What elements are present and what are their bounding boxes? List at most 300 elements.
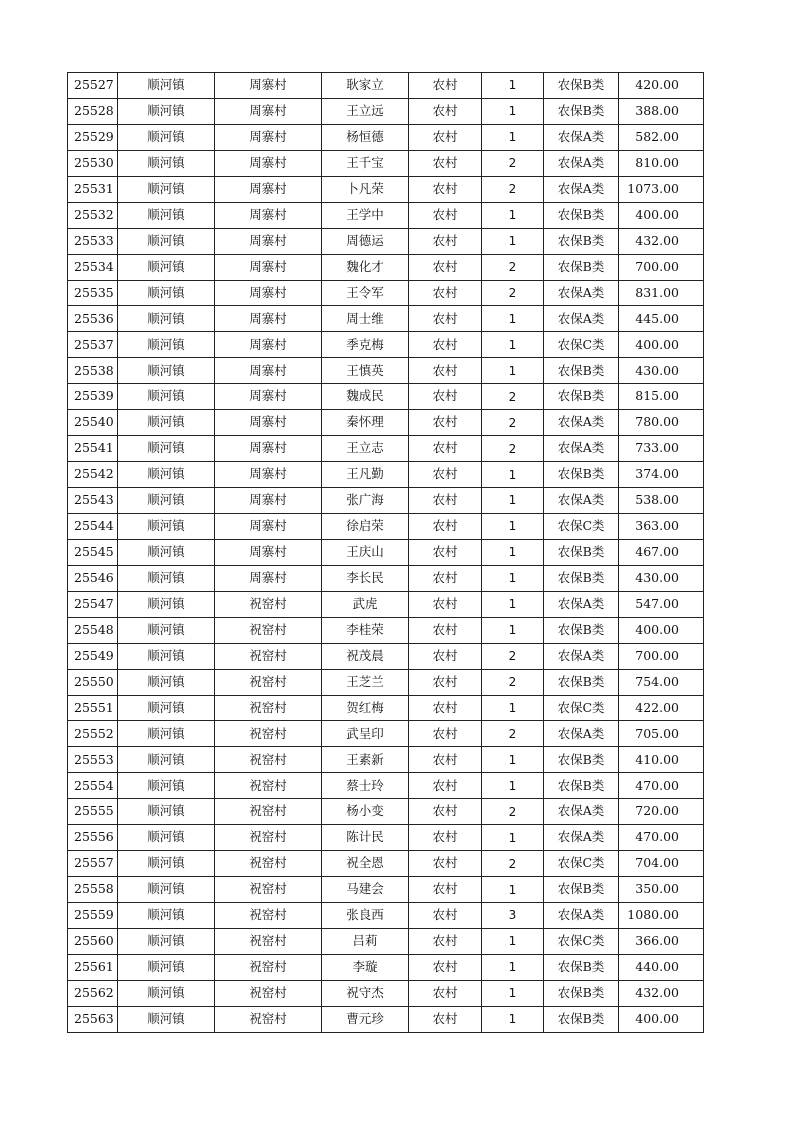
cell-record-id: 25535 [68,280,118,306]
cell-person-name: 曹元珍 [322,1006,409,1032]
cell-people-count: 2 [482,150,544,176]
cell-amount: 754.00 [619,669,704,695]
cell-insurance-category: 农保A类 [544,643,619,669]
table-row [68,877,704,903]
table-row [68,565,704,591]
cell-household-type: 农村 [409,773,482,799]
cell-people-count: 1 [482,306,544,332]
cell-people-count: 1 [482,98,544,124]
cell-insurance-category: 农保C类 [544,851,619,877]
cell-town: 顺河镇 [118,877,215,903]
cell-household-type: 农村 [409,669,482,695]
cell-people-count: 1 [482,539,544,565]
cell-people-count: 1 [482,73,544,99]
cell-record-id: 25528 [68,98,118,124]
cell-town: 顺河镇 [118,98,215,124]
table-row [68,124,704,150]
cell-village: 祝窑村 [215,928,322,954]
cell-person-name: 武呈印 [322,721,409,747]
cell-amount: 374.00 [619,462,704,488]
cell-people-count: 1 [482,488,544,514]
cell-town: 顺河镇 [118,462,215,488]
cell-person-name: 祝守杰 [322,980,409,1006]
cell-town: 顺河镇 [118,747,215,773]
cell-person-name: 季克梅 [322,332,409,358]
cell-village: 周寨村 [215,488,322,514]
cell-town: 顺河镇 [118,202,215,228]
cell-insurance-category: 农保A类 [544,436,619,462]
cell-amount: 831.00 [619,280,704,306]
cell-person-name: 卜凡荣 [322,176,409,202]
cell-person-name: 杨恒德 [322,124,409,150]
cell-household-type: 农村 [409,877,482,903]
cell-person-name: 王令军 [322,280,409,306]
cell-amount: 815.00 [619,384,704,410]
cell-people-count: 1 [482,513,544,539]
cell-village: 周寨村 [215,150,322,176]
cell-insurance-category: 农保A类 [544,488,619,514]
cell-household-type: 农村 [409,617,482,643]
cell-village: 祝窑村 [215,851,322,877]
cell-household-type: 农村 [409,462,482,488]
cell-people-count: 1 [482,591,544,617]
cell-person-name: 李桂荣 [322,617,409,643]
cell-insurance-category: 农保C类 [544,928,619,954]
cell-town: 顺河镇 [118,410,215,436]
cell-household-type: 农村 [409,851,482,877]
cell-amount: 400.00 [619,617,704,643]
cell-town: 顺河镇 [118,176,215,202]
cell-village: 祝窑村 [215,747,322,773]
cell-people-count: 1 [482,462,544,488]
records-body [68,73,704,1033]
cell-record-id: 25550 [68,669,118,695]
cell-household-type: 农村 [409,436,482,462]
table-row [68,254,704,280]
cell-village: 祝窑村 [215,825,322,851]
cell-person-name: 秦怀理 [322,410,409,436]
cell-person-name: 王凡勤 [322,462,409,488]
cell-household-type: 农村 [409,565,482,591]
cell-insurance-category: 农保A类 [544,280,619,306]
cell-people-count: 2 [482,176,544,202]
cell-household-type: 农村 [409,410,482,436]
cell-household-type: 农村 [409,903,482,929]
cell-amount: 700.00 [619,254,704,280]
cell-person-name: 陈计民 [322,825,409,851]
cell-amount: 705.00 [619,721,704,747]
cell-village: 周寨村 [215,280,322,306]
cell-insurance-category: 农保B类 [544,565,619,591]
cell-record-id: 25533 [68,228,118,254]
cell-amount: 366.00 [619,928,704,954]
table-row [68,202,704,228]
table-row [68,488,704,514]
cell-insurance-category: 农保B类 [544,669,619,695]
cell-people-count: 2 [482,410,544,436]
cell-record-id: 25530 [68,150,118,176]
cell-town: 顺河镇 [118,617,215,643]
cell-amount: 1073.00 [619,176,704,202]
cell-insurance-category: 农保B类 [544,617,619,643]
cell-village: 祝窑村 [215,799,322,825]
cell-amount: 363.00 [619,513,704,539]
cell-town: 顺河镇 [118,254,215,280]
cell-village: 祝窑村 [215,954,322,980]
cell-village: 周寨村 [215,358,322,384]
cell-household-type: 农村 [409,73,482,99]
cell-person-name: 武虎 [322,591,409,617]
cell-amount: 430.00 [619,565,704,591]
table-row [68,462,704,488]
cell-amount: 400.00 [619,202,704,228]
cell-town: 顺河镇 [118,384,215,410]
table-row [68,176,704,202]
cell-amount: 432.00 [619,980,704,1006]
cell-village: 周寨村 [215,306,322,332]
cell-village: 周寨村 [215,228,322,254]
cell-village: 周寨村 [215,462,322,488]
cell-village: 祝窑村 [215,980,322,1006]
cell-amount: 440.00 [619,954,704,980]
cell-town: 顺河镇 [118,980,215,1006]
cell-village: 祝窑村 [215,721,322,747]
table-row [68,436,704,462]
cell-insurance-category: 农保A类 [544,150,619,176]
cell-people-count: 1 [482,617,544,643]
cell-village: 祝窑村 [215,773,322,799]
cell-household-type: 农村 [409,228,482,254]
table-row [68,747,704,773]
table-row [68,1006,704,1032]
table-row [68,513,704,539]
cell-amount: 733.00 [619,436,704,462]
table-row [68,617,704,643]
cell-people-count: 1 [482,877,544,903]
cell-record-id: 25561 [68,954,118,980]
table-row [68,721,704,747]
cell-town: 顺河镇 [118,1006,215,1032]
cell-insurance-category: 农保B类 [544,228,619,254]
cell-people-count: 1 [482,954,544,980]
cell-household-type: 农村 [409,332,482,358]
cell-household-type: 农村 [409,747,482,773]
cell-insurance-category: 农保C类 [544,695,619,721]
cell-person-name: 王立志 [322,436,409,462]
cell-insurance-category: 农保B类 [544,384,619,410]
cell-people-count: 2 [482,669,544,695]
cell-amount: 388.00 [619,98,704,124]
table-row [68,980,704,1006]
table-row [68,954,704,980]
table-row [68,228,704,254]
cell-insurance-category: 农保C类 [544,513,619,539]
cell-household-type: 农村 [409,384,482,410]
cell-village: 祝窑村 [215,695,322,721]
table-row [68,280,704,306]
cell-town: 顺河镇 [118,124,215,150]
cell-town: 顺河镇 [118,799,215,825]
cell-village: 周寨村 [215,73,322,99]
cell-village: 祝窑村 [215,669,322,695]
cell-record-id: 25529 [68,124,118,150]
cell-insurance-category: 农保A类 [544,306,619,332]
cell-town: 顺河镇 [118,954,215,980]
cell-town: 顺河镇 [118,150,215,176]
cell-people-count: 2 [482,254,544,280]
cell-record-id: 25563 [68,1006,118,1032]
cell-amount: 538.00 [619,488,704,514]
cell-village: 周寨村 [215,513,322,539]
cell-record-id: 25541 [68,436,118,462]
cell-record-id: 25539 [68,384,118,410]
cell-town: 顺河镇 [118,851,215,877]
cell-household-type: 农村 [409,513,482,539]
cell-record-id: 25547 [68,591,118,617]
cell-person-name: 祝全恩 [322,851,409,877]
cell-household-type: 农村 [409,488,482,514]
cell-record-id: 25558 [68,877,118,903]
cell-town: 顺河镇 [118,565,215,591]
table-row [68,799,704,825]
cell-record-id: 25536 [68,306,118,332]
cell-village: 祝窑村 [215,617,322,643]
cell-household-type: 农村 [409,591,482,617]
cell-household-type: 农村 [409,695,482,721]
cell-household-type: 农村 [409,124,482,150]
cell-person-name: 吕莉 [322,928,409,954]
cell-amount: 547.00 [619,591,704,617]
cell-record-id: 25554 [68,773,118,799]
cell-record-id: 25556 [68,825,118,851]
cell-person-name: 张良西 [322,903,409,929]
cell-insurance-category: 农保B类 [544,877,619,903]
cell-person-name: 王立远 [322,98,409,124]
cell-person-name: 杨小变 [322,799,409,825]
cell-amount: 1080.00 [619,903,704,929]
table-row [68,306,704,332]
cell-person-name: 王慎英 [322,358,409,384]
cell-people-count: 1 [482,358,544,384]
cell-person-name: 蔡士玲 [322,773,409,799]
cell-record-id: 25546 [68,565,118,591]
cell-village: 祝窑村 [215,877,322,903]
cell-record-id: 25552 [68,721,118,747]
cell-household-type: 农村 [409,928,482,954]
cell-person-name: 祝茂晨 [322,643,409,669]
cell-people-count: 1 [482,747,544,773]
cell-people-count: 2 [482,436,544,462]
cell-village: 周寨村 [215,384,322,410]
cell-household-type: 农村 [409,358,482,384]
cell-record-id: 25557 [68,851,118,877]
cell-household-type: 农村 [409,799,482,825]
cell-household-type: 农村 [409,721,482,747]
cell-amount: 400.00 [619,1006,704,1032]
cell-village: 周寨村 [215,436,322,462]
cell-people-count: 1 [482,928,544,954]
table-row [68,73,704,99]
table-row [68,643,704,669]
cell-household-type: 农村 [409,954,482,980]
cell-people-count: 2 [482,721,544,747]
cell-village: 周寨村 [215,176,322,202]
cell-record-id: 25534 [68,254,118,280]
cell-household-type: 农村 [409,176,482,202]
cell-insurance-category: 农保B类 [544,73,619,99]
cell-town: 顺河镇 [118,306,215,332]
cell-village: 周寨村 [215,202,322,228]
cell-town: 顺河镇 [118,539,215,565]
cell-amount: 700.00 [619,643,704,669]
cell-household-type: 农村 [409,254,482,280]
cell-amount: 810.00 [619,150,704,176]
table-row [68,358,704,384]
cell-insurance-category: 农保A类 [544,176,619,202]
cell-record-id: 25537 [68,332,118,358]
cell-person-name: 徐启荣 [322,513,409,539]
cell-people-count: 2 [482,643,544,669]
table-row [68,851,704,877]
cell-people-count: 1 [482,565,544,591]
cell-person-name: 张广海 [322,488,409,514]
cell-village: 周寨村 [215,410,322,436]
cell-record-id: 25555 [68,799,118,825]
cell-person-name: 王庆山 [322,539,409,565]
cell-record-id: 25560 [68,928,118,954]
cell-person-name: 耿家立 [322,73,409,99]
cell-amount: 400.00 [619,332,704,358]
cell-person-name: 贺红梅 [322,695,409,721]
cell-amount: 467.00 [619,539,704,565]
cell-household-type: 农村 [409,1006,482,1032]
table-row [68,332,704,358]
cell-record-id: 25543 [68,488,118,514]
cell-people-count: 1 [482,695,544,721]
cell-insurance-category: 农保B类 [544,98,619,124]
cell-amount: 350.00 [619,877,704,903]
cell-record-id: 25549 [68,643,118,669]
cell-insurance-category: 农保B类 [544,358,619,384]
cell-insurance-category: 农保B类 [544,1006,619,1032]
cell-person-name: 王素新 [322,747,409,773]
cell-insurance-category: 农保B类 [544,980,619,1006]
table-row [68,539,704,565]
cell-town: 顺河镇 [118,436,215,462]
cell-village: 周寨村 [215,254,322,280]
cell-person-name: 魏成民 [322,384,409,410]
table-row [68,98,704,124]
cell-household-type: 农村 [409,98,482,124]
cell-person-name: 王学中 [322,202,409,228]
cell-village: 周寨村 [215,332,322,358]
cell-amount: 470.00 [619,825,704,851]
cell-town: 顺河镇 [118,513,215,539]
cell-insurance-category: 农保A类 [544,721,619,747]
cell-amount: 445.00 [619,306,704,332]
cell-amount: 582.00 [619,124,704,150]
cell-village: 祝窑村 [215,591,322,617]
cell-household-type: 农村 [409,643,482,669]
records-table [67,72,704,1033]
cell-record-id: 25527 [68,73,118,99]
cell-record-id: 25548 [68,617,118,643]
cell-record-id: 25531 [68,176,118,202]
table-row [68,825,704,851]
cell-insurance-category: 农保C类 [544,332,619,358]
cell-household-type: 农村 [409,202,482,228]
cell-people-count: 1 [482,124,544,150]
cell-person-name: 王芝兰 [322,669,409,695]
cell-village: 祝窑村 [215,643,322,669]
cell-household-type: 农村 [409,980,482,1006]
cell-people-count: 1 [482,825,544,851]
cell-people-count: 1 [482,773,544,799]
cell-household-type: 农村 [409,539,482,565]
cell-town: 顺河镇 [118,825,215,851]
cell-village: 周寨村 [215,124,322,150]
cell-insurance-category: 农保B类 [544,254,619,280]
cell-amount: 420.00 [619,73,704,99]
cell-person-name: 马建会 [322,877,409,903]
cell-town: 顺河镇 [118,695,215,721]
cell-insurance-category: 农保B类 [544,773,619,799]
cell-insurance-category: 农保B类 [544,747,619,773]
cell-town: 顺河镇 [118,358,215,384]
cell-insurance-category: 农保A类 [544,799,619,825]
cell-amount: 720.00 [619,799,704,825]
cell-people-count: 1 [482,332,544,358]
cell-person-name: 周士维 [322,306,409,332]
cell-insurance-category: 农保B类 [544,202,619,228]
cell-people-count: 1 [482,1006,544,1032]
cell-person-name: 李长民 [322,565,409,591]
cell-amount: 410.00 [619,747,704,773]
cell-amount: 780.00 [619,410,704,436]
cell-town: 顺河镇 [118,721,215,747]
cell-person-name: 魏化才 [322,254,409,280]
cell-amount: 432.00 [619,228,704,254]
cell-household-type: 农村 [409,825,482,851]
cell-person-name: 李璇 [322,954,409,980]
cell-town: 顺河镇 [118,643,215,669]
cell-record-id: 25538 [68,358,118,384]
table-row [68,903,704,929]
cell-person-name: 王千宝 [322,150,409,176]
cell-insurance-category: 农保A类 [544,124,619,150]
cell-person-name: 周德运 [322,228,409,254]
cell-record-id: 25551 [68,695,118,721]
cell-record-id: 25553 [68,747,118,773]
cell-town: 顺河镇 [118,228,215,254]
cell-record-id: 25544 [68,513,118,539]
cell-town: 顺河镇 [118,669,215,695]
cell-town: 顺河镇 [118,591,215,617]
cell-amount: 704.00 [619,851,704,877]
cell-amount: 430.00 [619,358,704,384]
cell-household-type: 农村 [409,280,482,306]
cell-record-id: 25542 [68,462,118,488]
cell-record-id: 25545 [68,539,118,565]
cell-household-type: 农村 [409,306,482,332]
cell-people-count: 1 [482,202,544,228]
cell-insurance-category: 农保A类 [544,825,619,851]
cell-town: 顺河镇 [118,73,215,99]
table-row [68,773,704,799]
cell-amount: 422.00 [619,695,704,721]
cell-people-count: 2 [482,384,544,410]
cell-town: 顺河镇 [118,928,215,954]
